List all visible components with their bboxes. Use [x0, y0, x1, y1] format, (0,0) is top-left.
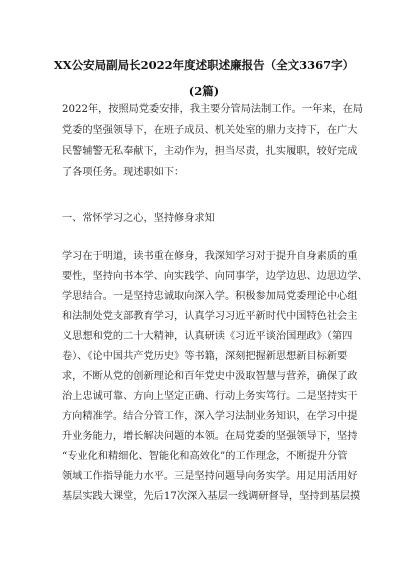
intro-line: 2022年，按照局党委安排，我主要分管局法制工作。一年来，在局	[62, 104, 363, 115]
body-line: 卷）、《论中国共产党历史》等书籍，深刻把握新思想新目标新要	[62, 351, 348, 362]
intro-line: 党委的坚强领导下，在班子成员、机关处室的鼎力支持下，在广大	[62, 125, 358, 136]
body-line: 和法制处党支部教育学习，认真学习习近平新时代中国特色社会主	[62, 311, 358, 322]
body-line: 基层实践大课堂，先后17次深入基层一线调研督导，坚持到基层摸	[62, 491, 361, 502]
body-line: 升业务能力，增长解决问题的本领。在局党委的坚强领导下，坚持	[62, 431, 358, 442]
body-line: 求，不断从党的创新理论和百年党史中汲取智慧与营养，确保了政	[62, 371, 358, 382]
intro-line: 了各项任务。现述职如下：	[62, 167, 185, 178]
intro-line: 民警辅警无私奉献下，主动作为，担当尽责，扎实履职，较好完成	[62, 146, 358, 157]
body-line: 要性，坚持向书本学、向实践学、向同事学，边学边思、边思边学、	[62, 271, 368, 282]
body-line: 方向精准学。结合分管工作，深入学习法制业务知识，在学习中提	[62, 411, 358, 422]
body-line: 领域工作指导能力水平。三是坚持问题导向务实学。用足用活用好	[62, 471, 358, 482]
body-line: 学思结合。一是坚持忠诚取向深入学。积极参加局党委理论中心组	[62, 291, 358, 302]
body-line: 治上忠诚可靠、方向上坚定正确、行动上务实笃行。二是坚持实干	[62, 391, 358, 402]
document-subtitle: (2篇)	[188, 84, 220, 98]
document-title: XX公安局副局长2022年度述职述廉报告（全文3367字）	[53, 58, 355, 72]
body-line: 义思想和党的二十大精神，认真研读《习近平谈治国理政》（第四	[62, 331, 353, 342]
section-heading: 一、常怀学习之心，坚持修身求知	[62, 213, 215, 224]
body-line: 学习在于明道，读书重在修身，我深知学习对于提升自身素质的重	[62, 251, 358, 262]
body-line: “专业化和精细化、智能化和高效化”的工作理念，不断提升分管	[62, 451, 348, 462]
